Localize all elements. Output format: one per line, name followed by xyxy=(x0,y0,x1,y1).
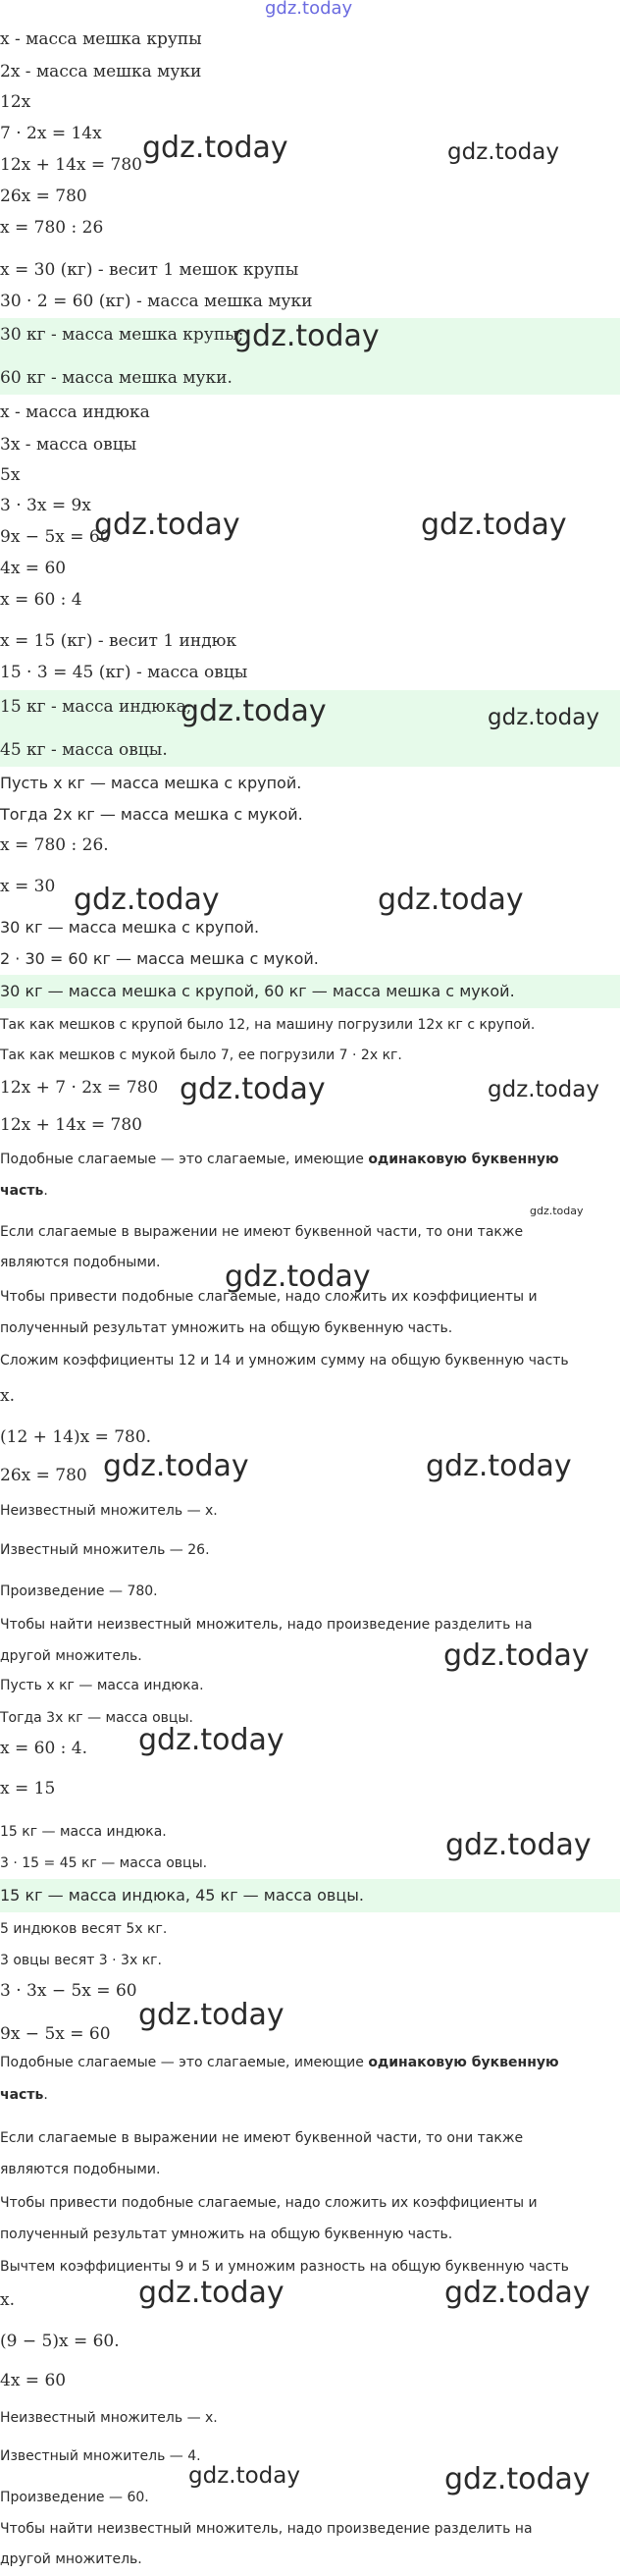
solution-line: x = 60 : 4 xyxy=(0,590,82,610)
solution-line: Произведение — 60. xyxy=(0,2490,149,2505)
rule-text: Чтобы найти неизвестный множитель, надо произведение разделить на xyxy=(0,2521,533,2537)
rule-bold-term: одинаковую буквенную xyxy=(368,1152,559,1167)
rule-text xyxy=(0,2083,48,2107)
solution-line: 30 кг — масса мешка с крупой. xyxy=(0,918,260,937)
solution-line: Тогда 2x кг — масса мешка с мукой. xyxy=(0,805,303,824)
rule-text xyxy=(0,1148,559,1171)
solution-line: Неизвестный множитель — x. xyxy=(0,1503,218,1519)
solution-line: 12x + 14x = 780 xyxy=(0,155,142,175)
rule-text: другой множитель. xyxy=(0,1648,142,1664)
rule-text: Чтобы привести подобные слагаемые, надо сложить их коэффициенты и xyxy=(0,2195,538,2211)
solution-line: 2x - масса мешка муки xyxy=(0,62,202,81)
watermark: gdz.today xyxy=(426,1449,572,1483)
solution-line: Пусть x кг — масса индюка. xyxy=(0,1678,204,1693)
rule-text: являются подобными. xyxy=(0,2162,161,2177)
solution-line: x. xyxy=(0,1386,15,1406)
solution-line: 3 · 15 = 45 кг — масса овцы. xyxy=(0,1855,208,1871)
solution-line: Пусть x кг — масса мешка с крупой. xyxy=(0,774,302,792)
watermark: gdz.today xyxy=(488,1077,599,1102)
solution-line: 4x = 60 xyxy=(0,2371,67,2390)
solution-line: (12 + 14)x = 780. xyxy=(0,1427,152,1447)
rule-text: Если слагаемые в выражении не имеют буквенной части, то они также xyxy=(0,1224,524,1240)
rule-bold-term: часть xyxy=(0,1183,44,1199)
solution-line: (9 − 5)x = 60. xyxy=(0,2332,120,2351)
watermark: gdz.today xyxy=(94,508,240,542)
watermark: gdz.today xyxy=(138,1723,284,1757)
solution-line: x - масса мешка крупы xyxy=(0,29,202,49)
answer-line: 15 кг - масса индюка; xyxy=(0,697,192,717)
solution-line: 12x xyxy=(0,92,31,112)
rule-text-part: . xyxy=(43,2087,48,2103)
rule-bold-term: часть xyxy=(0,2087,44,2103)
watermark: gdz.today xyxy=(443,1638,590,1673)
solution-line: 7 · 2x = 14x xyxy=(0,124,102,143)
solution-line: 5x xyxy=(0,465,21,485)
solution-line: Так как мешков с мукой было 7, ее погрузили 7 · 2x кг. xyxy=(0,1047,402,1063)
watermark: gdz.today xyxy=(103,1449,249,1483)
solution-line: 3 · 3x − 5x = 60 xyxy=(0,1981,137,2001)
rule-text: Чтобы привести подобные слагаемые, надо сложить их коэффициенты и xyxy=(0,1289,538,1305)
answer-line: 30 кг — масса мешка с крупой, 60 кг — масса мешка с мукой. xyxy=(0,982,515,1000)
solution-line: 3 овцы весят 3 · 3x кг. xyxy=(0,1953,162,1968)
rule-text: Если слагаемые в выражении не имеют буквенной части, то они также xyxy=(0,2130,524,2146)
watermark: gdz.today xyxy=(233,319,380,353)
rule-text: другой множитель. xyxy=(0,2551,142,2567)
solution-line: 15 · 3 = 45 (кг) - масса овцы xyxy=(0,663,248,682)
watermark: gdz.today xyxy=(138,1998,284,2032)
solution-line: x = 15 xyxy=(0,1779,56,1798)
answer-line: 30 кг - масса мешка крупы; xyxy=(0,325,244,345)
solution-line: 9x − 5x = 60 xyxy=(0,527,111,547)
solution-line: Известный множитель — 26. xyxy=(0,1542,210,1558)
rule-text-part: Подобные слагаемые — это слагаемые, имеющие xyxy=(0,2055,369,2070)
solution-line: x. xyxy=(0,2290,15,2310)
answer-line: 45 кг - масса овцы. xyxy=(0,740,168,760)
solution-line: x - масса индюка xyxy=(0,402,150,422)
rule-text-part: . xyxy=(43,1183,48,1199)
solution-line: Неизвестный множитель — x. xyxy=(0,2410,218,2426)
rule-text: являются подобными. xyxy=(0,1255,161,1270)
watermark: gdz.today xyxy=(188,2463,300,2489)
solution-line: 3x - масса овцы xyxy=(0,435,137,455)
watermark: gdz.today xyxy=(488,705,599,730)
watermark: gdz.today xyxy=(421,508,567,542)
watermark: gdz.today xyxy=(74,883,220,917)
rule-text: полученный результат умножить на общую буквенную часть. xyxy=(0,1320,453,1336)
solution-line: 15 кг — масса индюка. xyxy=(0,1824,167,1840)
watermark: gdz.today xyxy=(181,694,327,728)
solution-line: Известный множитель — 4. xyxy=(0,2448,201,2464)
solution-line: x = 60 : 4. xyxy=(0,1739,88,1758)
solution-line: 2 · 30 = 60 кг — масса мешка с мукой. xyxy=(0,949,319,968)
answer-line: 60 кг - масса мешка муки. xyxy=(0,368,232,388)
watermark: gdz.today xyxy=(225,1260,371,1294)
solution-line: 12x + 7 · 2x = 780 xyxy=(0,1078,159,1098)
watermark: gdz.today xyxy=(138,2276,284,2310)
solution-line: 9x − 5x = 60 xyxy=(0,2024,111,2044)
watermark: gdz.today xyxy=(444,2276,591,2310)
solution-line: Так как мешков с крупой было 12, на машину погрузили 12x кг с крупой. xyxy=(0,1017,536,1033)
watermark: gdz.today xyxy=(530,1205,584,1217)
watermark: gdz.today xyxy=(142,131,288,165)
solution-line: 5 индюков весят 5x кг. xyxy=(0,1921,168,1937)
watermark: gdz.today xyxy=(378,883,524,917)
solution-line: x = 30 xyxy=(0,877,56,896)
watermark: gdz.today xyxy=(444,2462,591,2496)
watermark: gdz.today xyxy=(445,1828,592,1862)
solution-line: x = 780 : 26. xyxy=(0,835,109,855)
solution-line: x = 15 (кг) - весит 1 индюк xyxy=(0,631,237,651)
solution-line: 12x + 14x = 780 xyxy=(0,1115,142,1135)
solution-line: Вычтем коэффициенты 9 и 5 и умножим разность на общую буквенную часть xyxy=(0,2259,569,2275)
solution-line: x = 780 : 26 xyxy=(0,218,104,238)
solution-line: 26x = 780 xyxy=(0,187,87,206)
rule-text: Чтобы найти неизвестный множитель, надо произведение разделить на xyxy=(0,1617,533,1633)
watermark: gdz.today xyxy=(180,1072,326,1106)
rule-text xyxy=(0,1179,48,1203)
solution-line: 30 · 2 = 60 (кг) - масса мешка муки xyxy=(0,292,313,311)
rule-text-part: Подобные слагаемые — это слагаемые, имеющие xyxy=(0,1152,369,1167)
solution-line: Сложим коэффициенты 12 и 14 и умножим сумму на общую буквенную часть xyxy=(0,1353,569,1368)
solution-line: x = 30 (кг) - весит 1 мешок крупы xyxy=(0,260,299,280)
solution-line: 3 · 3x = 9x xyxy=(0,496,91,515)
solution-line: 26x = 780 xyxy=(0,1466,87,1485)
answer-line: 15 кг — масса индюка, 45 кг — масса овцы. xyxy=(0,1886,364,1905)
rule-text: полученный результат умножить на общую буквенную часть. xyxy=(0,2227,453,2242)
rule-bold-term: одинаковую буквенную xyxy=(368,2055,559,2070)
solution-line: Тогда 3x кг — масса овцы. xyxy=(0,1710,193,1726)
watermark: gdz.today xyxy=(447,139,559,165)
solution-line: 4x = 60 xyxy=(0,559,67,578)
solution-line: Произведение — 780. xyxy=(0,1583,158,1599)
rule-text xyxy=(0,2051,559,2074)
watermark: gdz.today xyxy=(265,0,353,19)
